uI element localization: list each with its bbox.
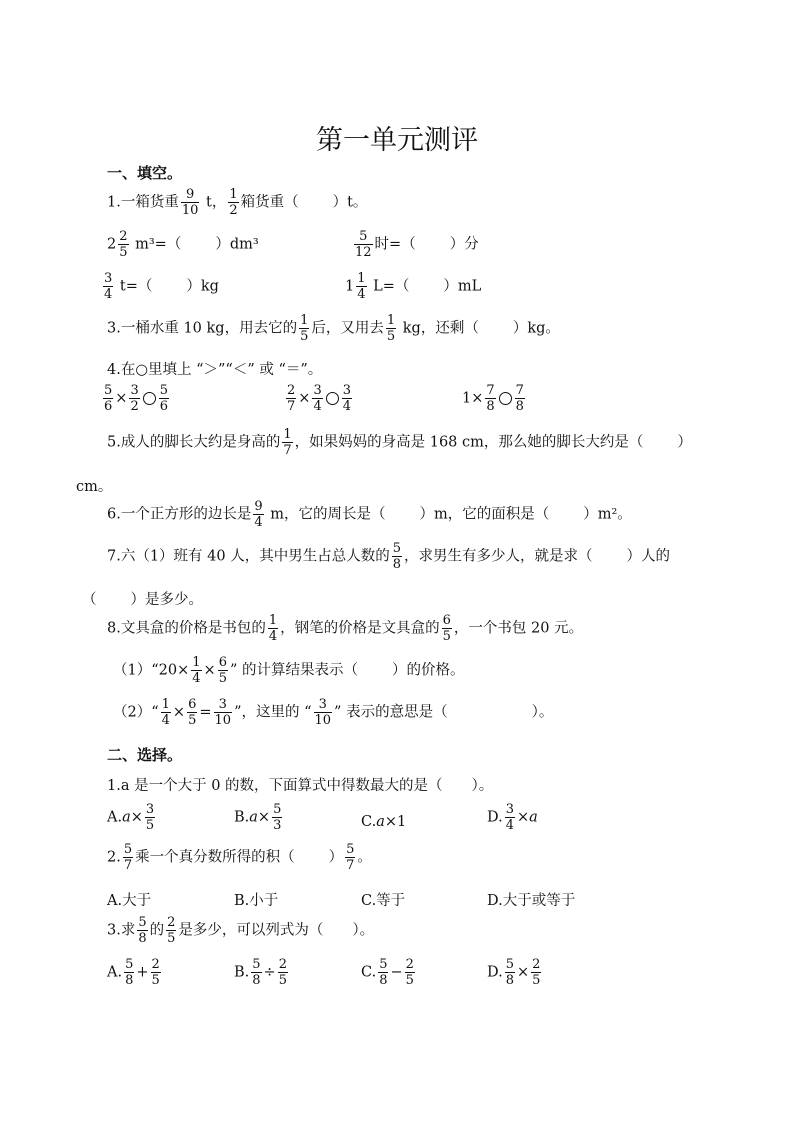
variable: a [376, 814, 385, 830]
operator: × [298, 390, 311, 407]
fraction: $\frac{9}{10}$ [181, 187, 199, 218]
operator: × [517, 809, 530, 826]
question-2-3 [107, 916, 374, 945]
q-text: ” 的计算结果表示（ [229, 662, 358, 679]
operator: ÷ [263, 964, 276, 981]
q-text: ×1 [384, 814, 407, 830]
q-text: ，一个书包 20 元。 [453, 620, 584, 637]
compare-item-c [462, 384, 527, 413]
fraction: $\frac{5}{8}$ [379, 957, 388, 988]
fraction: $\frac{2}{5}$ [119, 229, 128, 260]
fraction: $\frac{3}{10}$ [314, 697, 332, 728]
fraction: $\frac{3}{4}$ [342, 383, 351, 414]
q-text: 后，又用去 [311, 320, 384, 337]
q-text: 是多少，可以列式为（ ）。 [178, 922, 375, 939]
fraction: $\frac{1}{7}$ [283, 427, 292, 458]
operator: × [115, 390, 128, 407]
compare-item-b [284, 384, 354, 413]
fraction: $\frac{2}{5}$ [532, 957, 541, 988]
question-1-2b [352, 230, 479, 259]
q-text: ）mL [443, 278, 482, 295]
question-1-4: 4.在○里填上 “＞”“＜” 或 “＝”。 [107, 362, 323, 378]
fraction: $\frac{2}{7}$ [287, 383, 296, 414]
option-d[interactable]: D.大于或等于 [487, 893, 576, 909]
option-b[interactable]: B.小于 [234, 893, 279, 909]
fraction: $\frac{5}{12}$ [355, 229, 372, 260]
whole-number: 1 [345, 278, 355, 295]
fraction: $\frac{1}{4}$ [268, 613, 278, 644]
q-text: kg，还剩（ [398, 320, 479, 337]
q-text: ）人的 [626, 548, 671, 565]
variable: a [122, 809, 131, 826]
option-a[interactable] [107, 958, 163, 987]
option-b[interactable] [234, 958, 290, 987]
fraction: $\frac{3}{4}$ [505, 802, 514, 833]
fraction: $\frac{2}{5}$ [167, 915, 176, 946]
fraction: $\frac{7}{8}$ [515, 383, 524, 414]
fraction: $\frac{5}{6}$ [159, 383, 168, 414]
question-1-3 [107, 314, 560, 343]
q-text: ）kg [186, 278, 219, 295]
question-2-1: 1.a 是一个大于 0 的数，下面算式中得数最大的是（ ）。 [107, 778, 494, 794]
option-a[interactable]: A.大于 [107, 893, 152, 909]
q-text: m³=（ [130, 236, 182, 253]
whole-number: 2 [107, 236, 117, 253]
question-1-5-cont: cm。 [76, 479, 113, 495]
option-label: C. [361, 964, 377, 981]
q-text: （ [82, 592, 97, 608]
option-label: B. [234, 964, 250, 981]
page-title: 第一单元测评 [316, 125, 478, 156]
operator: × [517, 964, 530, 981]
option-c[interactable] [361, 958, 417, 987]
q-text: ）。 [531, 704, 554, 721]
q-text: ，钢笔的价格是文具盒的 [280, 620, 440, 637]
q-text: （2）“ [113, 704, 159, 721]
operator: = [199, 704, 212, 721]
question-1-2a [107, 230, 259, 259]
fraction: $\frac{1}{2}$ [229, 187, 238, 218]
option-label: D. [487, 964, 503, 981]
fraction: $\frac{6}{5}$ [218, 655, 227, 686]
fraction: $\frac{1}{4}$ [357, 271, 366, 302]
option-a[interactable] [107, 803, 157, 832]
q-text: ） [328, 849, 344, 866]
section-1-heading: 一、填空。 [107, 164, 183, 182]
q-text: t=（ [115, 278, 153, 295]
fraction: $\frac{6}{5}$ [188, 697, 197, 728]
q-text: ）kg。 [512, 320, 560, 337]
option-label: B. [234, 809, 250, 826]
question-2-2 [107, 843, 372, 872]
q-text: 乘一个真分数所得的积（ [135, 849, 295, 866]
q-text: ）dm³ [215, 236, 259, 253]
fraction: $\frac{1}{5}$ [386, 313, 396, 344]
question-1-1 [107, 188, 367, 217]
operator: × [130, 809, 143, 826]
fraction: $\frac{3}{10}$ [214, 697, 232, 728]
q-text: 箱货重（ [240, 194, 299, 211]
q-text: t， [201, 194, 227, 211]
q-text: m，它的周长是（ [265, 506, 386, 523]
fraction: $\frac{7}{8}$ [486, 383, 495, 414]
q-text: 时=（ [374, 236, 416, 253]
option-d[interactable] [487, 958, 543, 987]
fraction: $\frac{3}{4}$ [104, 271, 113, 302]
question-1-8-2 [113, 698, 553, 727]
option-c[interactable]: C.等于 [361, 893, 406, 909]
q-text: ”，这里的 “ [234, 704, 312, 721]
fraction: $\frac{5}{8}$ [505, 957, 514, 988]
option-b[interactable] [234, 803, 284, 832]
compare-circle[interactable] [326, 392, 339, 405]
fraction: $\frac{1}{5}$ [300, 313, 309, 344]
q-text: L=（ [368, 278, 410, 295]
option-d[interactable] [487, 803, 538, 832]
q-text: ）是多少。 [130, 592, 203, 608]
question-1-2c [101, 272, 219, 301]
fraction: $\frac{3}{4}$ [313, 383, 322, 414]
fraction: $\frac{3}{2}$ [130, 383, 139, 414]
operator: − [390, 964, 403, 981]
q-text: ） [677, 434, 692, 451]
option-label: A. [107, 964, 123, 981]
fraction: $\frac{9}{4}$ [254, 499, 263, 530]
fraction: $\frac{5}{7}$ [123, 842, 133, 873]
q-text: ，如果妈妈的身高是 168 cm，那么她的脚长大约是（ [294, 434, 644, 451]
fraction: $\frac{5}{7}$ [346, 842, 355, 873]
operator: × [257, 809, 271, 826]
q-text: ）的价格。 [392, 662, 465, 679]
q-text: ” 表示的意思是（ [334, 704, 448, 721]
fraction: $\frac{6}{5}$ [442, 613, 451, 644]
compare-circle[interactable] [143, 392, 156, 405]
fraction: $\frac{5}{8}$ [392, 541, 402, 572]
compare-circle[interactable] [499, 392, 512, 405]
q-text: 8.文具盒的价格是书包的 [107, 620, 266, 637]
q-text: ）m，它的面积是（ [419, 506, 550, 523]
question-1-7 [107, 542, 670, 571]
question-1-7-cont [82, 588, 203, 609]
fraction: $\frac{5}{6}$ [104, 383, 113, 414]
fraction: $\frac{2}{5}$ [151, 957, 160, 988]
q-text: 3.求 [107, 922, 136, 939]
q-text: 7.六（1）班有 40 人，其中男生占总人数的 [107, 548, 390, 565]
q-text: 6.一个正方形的边长是 [107, 506, 252, 523]
q-text: ）m²。 [583, 506, 632, 523]
fraction: $\frac{2}{5}$ [405, 957, 414, 988]
q-text: 1.一箱货重 [107, 194, 179, 211]
operator: + [136, 964, 149, 981]
question-1-2d [345, 272, 481, 301]
operator: × [203, 662, 216, 679]
q-text: 2. [107, 849, 121, 866]
question-1-5 [107, 428, 692, 457]
fraction: $\frac{5}{8}$ [138, 915, 147, 946]
q-text: 。 [357, 849, 372, 866]
question-1-6 [107, 500, 632, 529]
q-text: 的 [149, 922, 165, 939]
fraction: $\frac{5}{3}$ [273, 802, 282, 833]
option-label: D. [487, 809, 503, 826]
question-1-8 [107, 614, 583, 643]
q-text: （1）“20× [113, 662, 190, 679]
option-label: C. [361, 814, 377, 830]
fraction: $\frac{1}{4}$ [192, 655, 201, 686]
fraction: $\frac{1}{4}$ [161, 697, 170, 728]
option-c[interactable] [361, 814, 406, 830]
variable: a [529, 809, 538, 826]
compare-item-a [101, 384, 171, 413]
fraction: $\frac{3}{5}$ [145, 802, 155, 833]
q-text: 3.一桶水重 10 kg，用去它的 [107, 320, 298, 337]
question-1-8-1 [113, 656, 465, 685]
section-2-heading: 二、选择。 [107, 746, 183, 764]
q-text: ）t。 [332, 194, 368, 211]
operator: × [172, 704, 186, 721]
fraction: $\frac{5}{8}$ [125, 957, 134, 988]
variable: a [249, 809, 258, 826]
q-text: ，求男生有多少人，就是求（ [404, 548, 593, 565]
fraction: $\frac{5}{8}$ [252, 957, 261, 988]
q-text: ）分 [449, 236, 479, 253]
option-label: A. [107, 809, 123, 826]
q-text: 5.成人的脚长大约是身高的 [107, 434, 281, 451]
q-text: 1× [462, 390, 484, 407]
fraction: $\frac{2}{5}$ [278, 957, 287, 988]
